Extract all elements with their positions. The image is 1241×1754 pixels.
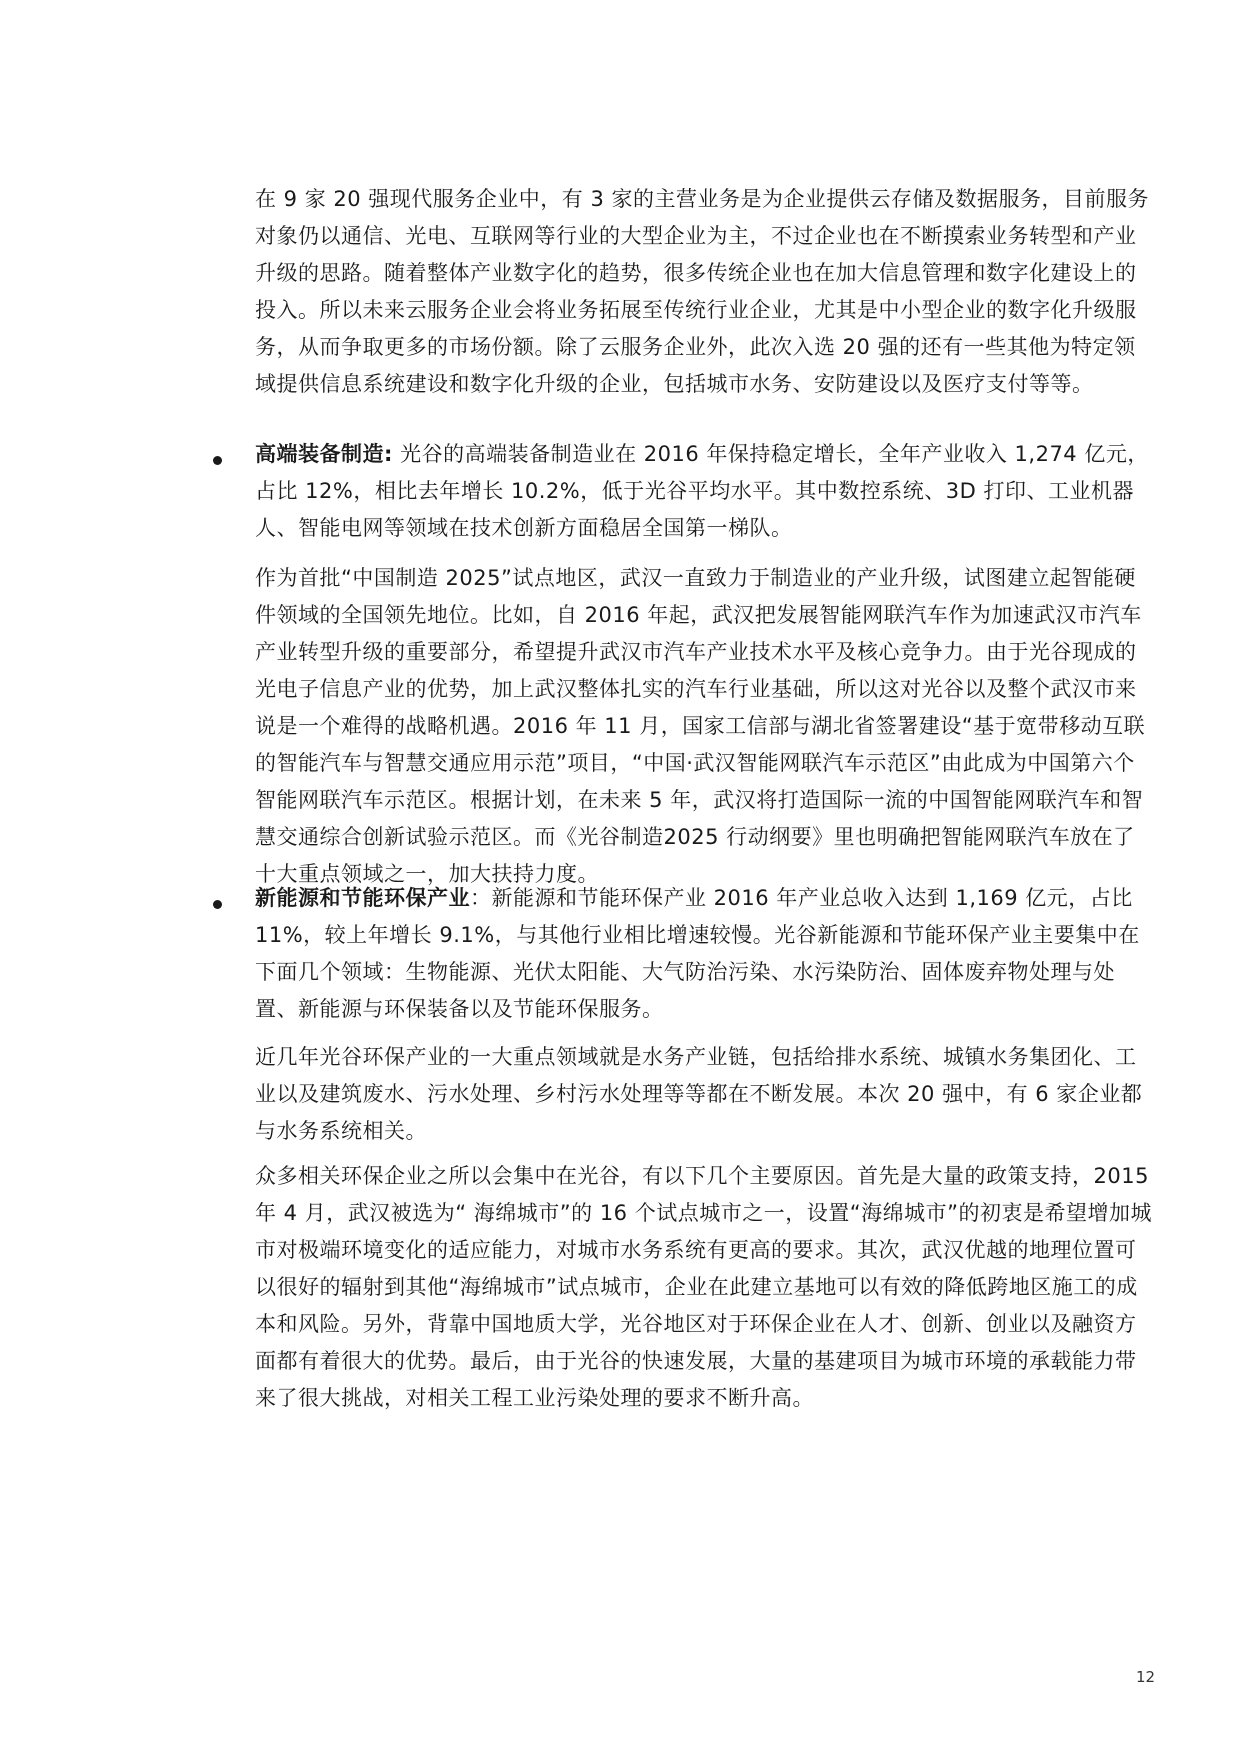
bullet-new-energy [213, 900, 222, 909]
heading-high-end-equipment: 高端装备制造: [255, 442, 393, 466]
paragraph-made-in-china-2025: 作为首批“中国制造 2025”试点地区，武汉一直致力于制造业的产业升级，试图建立起智能硬件领域的全国领先地位。比如，自 2016 年起，武汉把发展智能网联汽车作为加速武汉市汽车产业转型升级的重要部分，希望提升武汉市汽车产业技术水平及核心竞争力。由于光谷现成的光电子信息产业的优势，加上武汉整体扎实的汽车行业基础，所以这对光谷以及整个武汉市来说是一个难得的战略机遇。2016 年 11 月，国家工信部与湖北省签署建设“基于宽带移动互联的智能汽车与智慧交通应用示范”项目，“中国·武汉智能网联汽车示范区”由此成为中国第六个智能网联汽车示范区。根据计划，在未来 5 年，武汉将打造国际一流的中国智能网联汽车和智慧交通综合创新试验示范区。而《光谷制造2025 行动纲要》里也明确把智能网联汽车放在了十大重点领域之一，加大扶持力度。 [255, 566, 1146, 886]
page-number: 12 [1136, 1668, 1156, 1686]
paragraph-new-energy [255, 880, 1155, 1028]
paragraph-environmental-reasons: 众多相关环保企业之所以会集中在光谷，有以下几个主要原因。首先是大量的政策支持，2015 年 4 月，武汉被选为“ 海绵城市”的 16 个试点城市之一，设置“海绵城市”的初衷是希望增加城市对极端环境变化的适应能力，对城市水务系统有更高的要求。其次，武汉优越的地理位置可以很好的辐射到其他“海绵城市”试点城市，企业在此建立基地可以有效的降低跨地区施工的成本和风险。另外，背靠中国地质大学，光谷地区对于环保企业在人才、创新、创业以及融资方面都有着很大的优势。最后，由于光谷的快速发展，大量的基建项目为城市环境的承载能力带来了很大挑战，对相关工程工业污染处理的要求不断升高。 [255, 1164, 1152, 1410]
bullet-high-end-equipment [213, 456, 222, 465]
paragraph-water-industry: 近几年光谷环保产业的一大重点领域就是水务产业链，包括给排水系统、城镇水务集团化、工业以及建筑废水、污水处理、乡村污水处理等等都在不断发展。本次 20 强中，有 6 家企业都与水务系统相关。 [255, 1045, 1143, 1143]
paragraph-cloud-services: 在 9 家 20 强现代服务企业中，有 3 家的主营业务是为企业提供云存储及数据服务，目前服务对象仍以通信、光电、互联网等行业的大型企业为主，不过企业也在不断摸索业务转型和产业升级的思路。随着整体产业数字化的趋势，很多传统企业也在加大信息管理和数字化建设上的投入。所以未来云服务企业会将业务拓展至传统行业企业，尤其是中小型企业的数字化升级服务，从而争取更多的市场份额。除了云服务企业外，此次入选 20 强的还有一些其他为特定领域提供信息系统建设和数字化升级的企业，包括城市水务、安防建设以及医疗支付等等。 [255, 187, 1149, 396]
paragraph-high-end-equipment [255, 436, 1155, 547]
text-new-energy: ：新能源和节能环保产业 2016 年产业总收入达到 1,169 亿元，占比 11%，较上年增长 9.1%，与其他行业相比增速较慢。光谷新能源和节能环保产业主要集中在下面几个领域：生物能源、光伏太阳能、大气防治污染、水污染防治、固体废弃物处理与处置、新能源与环保装备以及节能环保服务。 [255, 886, 1140, 1021]
heading-new-energy: 新能源和节能环保产业 [255, 886, 470, 910]
text-high-end-equipment: 光谷的高端装备制造业在 2016 年保持稳定增长，全年产业收入 1,274 亿元，占比 12%，相比去年增长 10.2%，低于光谷平均水平。其中数控系统、3D 打印、工业机器人、智能电网等领域在技术创新方面稳居全国第一梯队。 [255, 442, 1149, 540]
